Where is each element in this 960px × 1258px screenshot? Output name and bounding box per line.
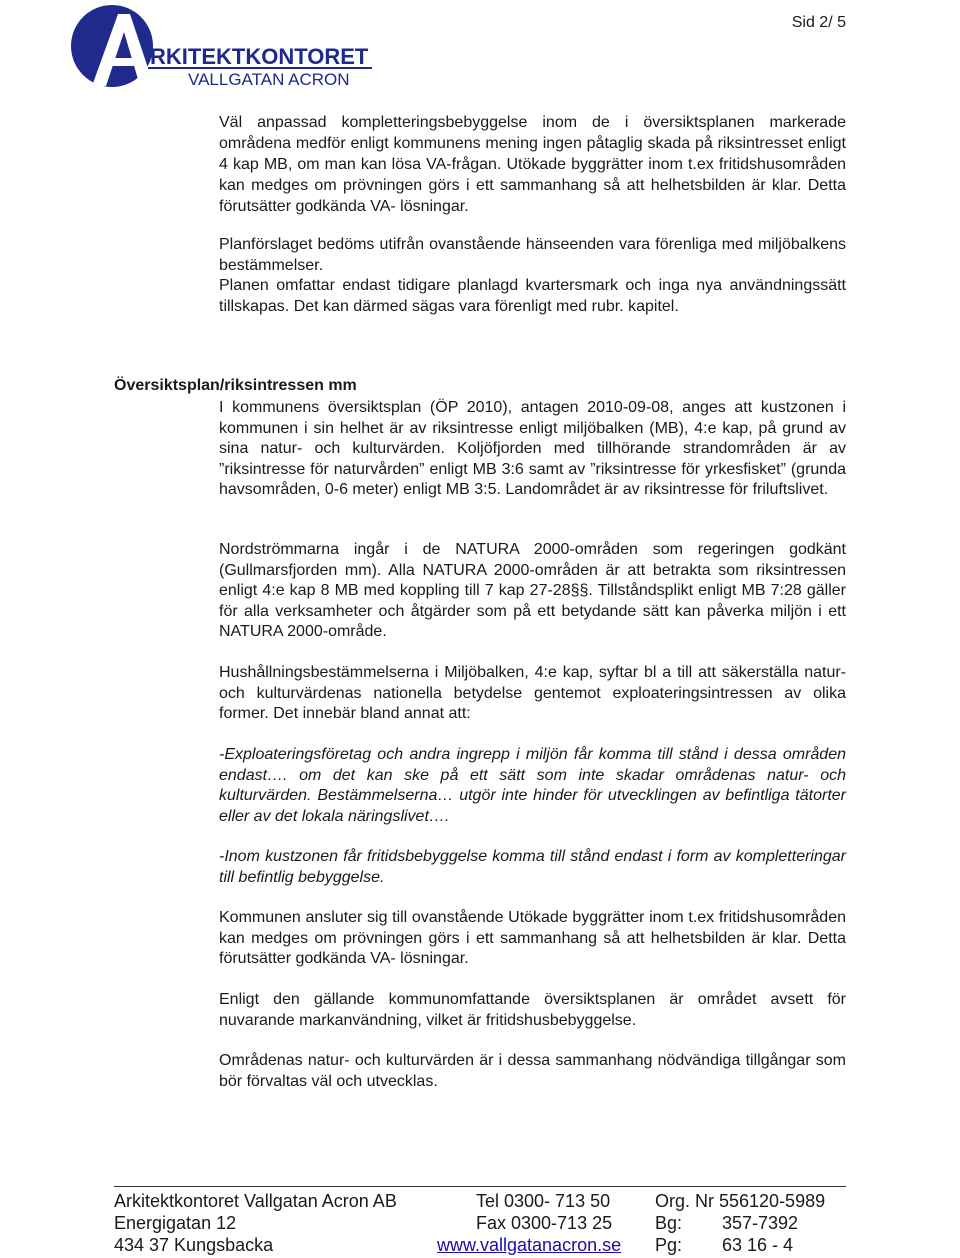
intro-paragraph-1: Väl anpassad kompletteringsbebyggelse inom de i översiktsplanen markerade områdena medför enligt kommunens mening ingen påtaglig skada på riksintresset enligt 4 kap MB, om man kan lösa VA-frågan. Utökade byggrätter inom t.ex fritidshusområden kan medges om prövningen görs i ett sammanhang så att helhetsbilden är klar. Detta förutsätter godkända VA- lösningar. xyxy=(219,114,846,215)
section-paragraph-7: Enligt den gällande kommunomfattande översiktsplanen är området avsett för nuvarande markanvändning, vilket är fritidshusbebyggelse. xyxy=(219,991,846,1029)
intro-paragraph-2: Planförslaget bedöms utifrån ovanstående hänseenden vara förenliga med miljöbalkens bestämmelser. xyxy=(219,236,846,274)
footer-pg-value: 63 16 - 4 xyxy=(722,1235,794,1255)
section-paragraph-6: Kommunen ansluter sig till ovanstående Utökade byggrätter inom t.ex fritidshusområden kan medges om prövningen görs i ett sammanhang så att helhetsbilden är klar. Detta förutsätter godkända VA- lösningar. xyxy=(219,909,846,967)
footer-bg-label: Bg: xyxy=(655,1213,683,1233)
footer-pg-label: Pg: xyxy=(655,1235,683,1255)
footer-divider xyxy=(114,1186,846,1187)
section-paragraph-2: Nordströmmarna ingår i de NATURA 2000-områden som regeringen godkänt (Gullmarsfjorden mm). Alla NATURA 2000-områden är att betrakta som riksintressen enligt 4:e kap 8 MB med koppling till 7 kap 27-28§§. Tillståndsplikt enligt MB 7:28 gäller för alla verksamheter och åtgärder som på ett betydande sätt kan påverka miljön i ett NATURA 2000-område. xyxy=(219,541,846,640)
logo-text-line2: VALLGATAN ACRON xyxy=(188,70,350,88)
section-paragraph-3: Hushållningsbestämmelserna i Miljöbalken, 4:e kap, syftar bl a till att säkerställa natur- och kulturvärdenas nationella betydelse gentemot exploateringsintressen av olika former. Det innebär bland annat att: xyxy=(219,664,846,722)
logo-text-line1: RKITEKTKONTORET xyxy=(150,44,369,69)
footer-street: Energigatan 12 xyxy=(114,1213,237,1233)
footer-city: 434 37 Kungsbacka xyxy=(114,1235,274,1255)
footer-tel: Tel 0300- 713 50 xyxy=(476,1191,611,1211)
footer-company: Arkitektkontoret Vallgatan Acron AB xyxy=(114,1191,397,1211)
intro-paragraph-3: Planen omfattar endast tidigare planlagd kvartersmark och inga nya användningssätt tillskapas. Det kan därmed sägas vara förenligt med rubr. kapitel. xyxy=(219,277,846,315)
section-quote-1: -Exploateringsföretag och andra ingrepp i miljön får komma till stånd i dessa områden endast…. om det kan ske på ett sätt som inte skadar områdenas natur- och kulturvärden. Bestämmelserna… utgör inte hinder för utvecklingen av befintliga tätorter eller av det lokala näringslivet…. xyxy=(219,746,846,825)
section-paragraph-8: Områdenas natur- och kulturvärden är i dessa sammanhang nödvändiga tillgångar som bör förvaltas väl och utvecklas. xyxy=(219,1052,846,1090)
footer-org-number: Org. Nr 556120-5989 xyxy=(655,1191,826,1211)
footer-bg-value: 357-7392 xyxy=(722,1213,799,1233)
page-number: Sid 2/ 5 xyxy=(791,14,846,31)
footer-fax: Fax 0300-713 25 xyxy=(476,1213,613,1233)
company-logo xyxy=(70,4,374,88)
section-paragraph-1: I kommunens översiktsplan (ÖP 2010), antagen 2010-09-08, anges att kustzonen i kommunen i sin helhet är av riksintresse enligt miljöbalken (MB), 4:e kap, på grund av sina natur- och kulturvärden. Koljöfjorden med tillhörande strandområden är av ”riksintresse för naturvården” enligt MB 3:6 samt av ”riksintresse för yrkesfisket” (grunda havsområden, 0-6 meter) enligt MB 3:5. Landområdet är av riksintresse för friluftslivet. xyxy=(219,399,846,498)
footer-website-link[interactable]: www.vallgatanacron.se xyxy=(437,1235,622,1255)
section-heading: Översiktsplan/riksintressen mm xyxy=(114,377,357,394)
section-quote-2: -Inom kustzonen får fritidsbebyggelse komma till stånd endast i form av kompletteringar till befintlig bebyggelse. xyxy=(219,848,846,886)
